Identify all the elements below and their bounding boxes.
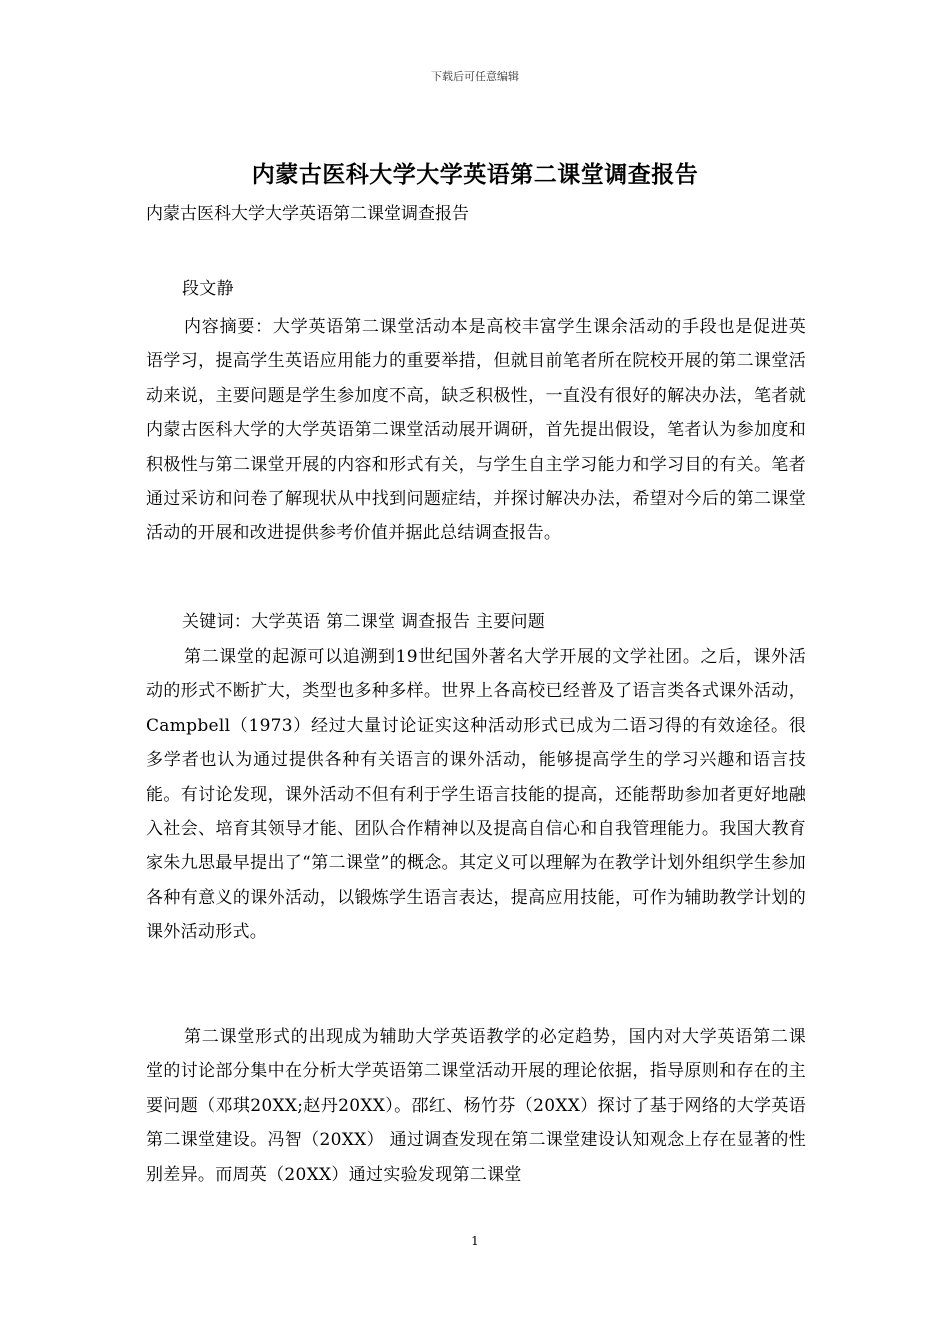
- document-title: 内蒙古医科大学大学英语第二课堂调查报告: [251, 161, 699, 188]
- abstract-paragraph: 内容摘要：大学英语第二课堂活动本是高校丰富学生课余活动的手段也是促进英语学习，提高学生英语应用能力的重要举措，但就目前笔者所在院校开展的第二课堂活动来说，主要问题是学生参加度不高，缺乏积极性，一直没有很好的解决办法，笔者就内蒙古医科大学的大学英语第二课堂活动展开调研，首先提出假设，笔者认为参加度和积极性与第二课堂开展的内容和形式有关，与学生自主学习能力和学习目的有关。笔者通过采访和问卷了解现状从中找到问题症结，并探讨解决办法，希望对今后的第二课堂活动的开展和改进提供参考价值并据此总结调查报告。: [146, 317, 806, 544]
- document-subtitle: 内蒙古医科大学大学英语第二课堂调查报告: [146, 204, 469, 224]
- author-name: 段文静: [182, 279, 234, 299]
- keywords-line: 关键词：大学英语 第二课堂 调查报告 主要问题: [182, 612, 546, 632]
- body-paragraph-1: 第二课堂的起源可以追溯到19世纪国外著名大学开展的文学社团。之后，课外活动的形式不断扩大，类型也多种多样。世界上各高校已经普及了语言类各式课外活动，Campbell（1973）经过大量讨论证实这种活动形式已成为二语习得的有效途径。很多学者也认为通过提供各种有关语言的课外活动，能够提高学生的学习兴趣和语言技能。有讨论发现，课外活动不但有利于学生语言技能的提高，还能帮助参加者更好地融入社会、培育其领导才能、团队合作精神以及提高自信心和自我管理能力。我国大教育家朱九思最早提出了“第二课堂”的概念。其定义可以理解为在教学计划外组织学生参加各种有意义的课外活动，以锻炼学生语言表达，提高应用技能，可作为辅助教学计划的课外活动形式。: [146, 647, 806, 943]
- page-number: 1: [471, 1234, 479, 1248]
- header-note: 下载后可任意编辑: [431, 70, 519, 83]
- body-paragraph-2: 第二课堂形式的出现成为辅助大学英语教学的必定趋势，国内对大学英语第二课堂的讨论部分集中在分析大学英语第二课堂活动开展的理论依据，指导原则和存在的主要问题（邓琪20XX;赵丹20XX）。邵红、杨竹芬（20XX）探讨了基于网络的大学英语第二课堂建设。冯智（20XX） 通过调查发现在第二课堂建设认知观念上存在显著的性别差异。而周英（20XX）通过实验发现第二课堂: [146, 1027, 806, 1185]
